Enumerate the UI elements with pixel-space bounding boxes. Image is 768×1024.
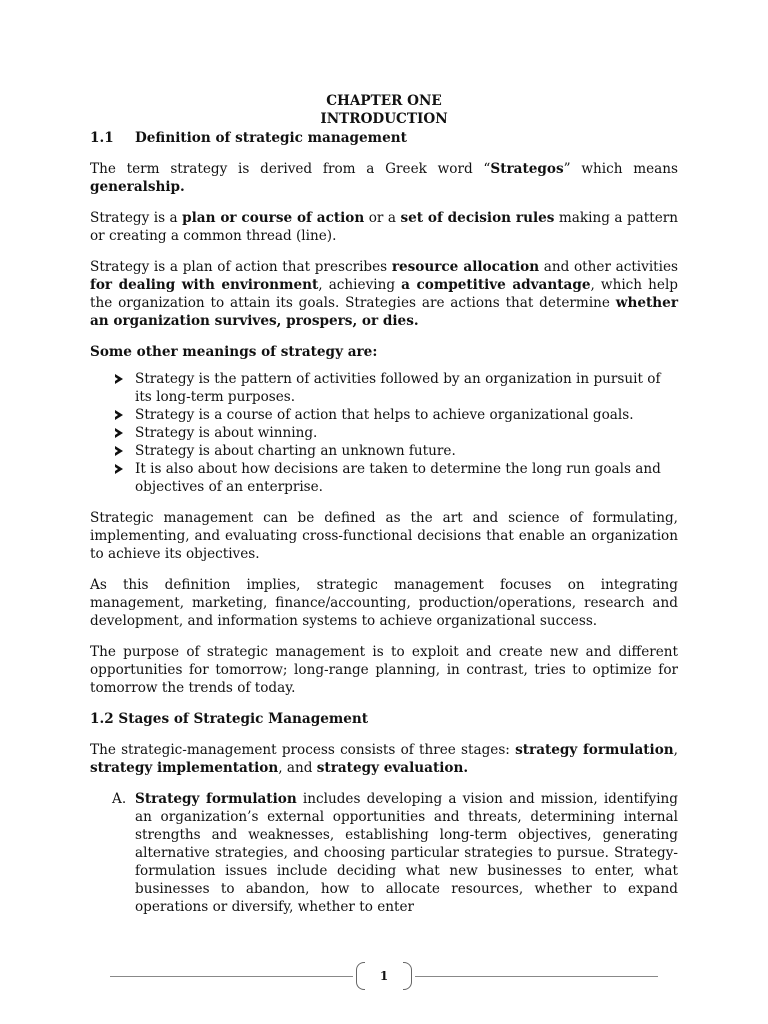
paragraph-stages: The strategic-management process consists of three stages: strategy formulation, strategy implementation, and strategy evaluation. bbox=[90, 742, 678, 776]
section-title: Definition of strategic management bbox=[135, 130, 407, 146]
arrow-bullet-icon bbox=[115, 410, 123, 420]
page-footer bbox=[110, 962, 658, 992]
list-item: Strategy is about winning. bbox=[115, 424, 678, 442]
list-item: Strategy is a course of action that helps to achieve organizational goals. bbox=[115, 406, 678, 424]
arrow-bullet-icon bbox=[115, 428, 123, 438]
arrow-bullet-icon bbox=[115, 374, 123, 384]
paragraph-strategos: The term strategy is derived from a Greek word “Strategos” which means generalship. bbox=[90, 161, 679, 195]
list-item: Strategy is the pattern of activities followed by an organization in pursuit of its long-term purposes. bbox=[115, 370, 678, 406]
section-heading-1-1 bbox=[90, 129, 678, 147]
chapter-title: INTRODUCTION bbox=[320, 111, 448, 127]
paragraph-integration: As this definition implies, strategic management focuses on integrating management, marketing, finance/accounting, production/operations, research and development, and information systems to achieve organizational success. bbox=[90, 577, 678, 629]
chapter-label: CHAPTER ONE bbox=[326, 93, 442, 109]
meanings-heading: Some other meanings of strategy are: bbox=[90, 344, 378, 360]
section-heading-1-2 bbox=[90, 710, 678, 728]
paragraph-definition: Strategic management can be defined as the art and science of formulating, implementing, and evaluating cross-functional decisions that enable an organization to achieve its objectives. bbox=[90, 510, 678, 562]
document-page bbox=[90, 92, 678, 916]
stage-a: A. Strategy formulation includes developing a vision and mission, identifying an organization’s external opportunities and threats, determining internal strengths and weaknesses, establishing long-term objectives, generating alternative strategies, and choosing particular strategies to pursue. Strategy-formulation issues include deciding what new businesses to enter, what businesses to abandon, how to allocate resources, whether to expand operations or diversify, whether to enter bbox=[112, 791, 679, 915]
list-item: It is also about how decisions are taken to determine the long run goals and objectives of an enterprise. bbox=[115, 460, 678, 496]
arrow-bullet-icon bbox=[115, 446, 123, 456]
section-title: 1.2 Stages of Strategic Management bbox=[90, 711, 369, 727]
meanings-list bbox=[90, 370, 678, 496]
paragraph-purpose: The purpose of strategic management is to exploit and create new and different opportunities for tomorrow; long-range planning, in contrast, tries to optimize for tomorrow the trends of today. bbox=[90, 644, 678, 696]
paragraph-plan: Strategy is a plan or course of action or a set of decision rules making a pattern or creating a common thread (line). bbox=[90, 210, 678, 244]
paragraph-plan-of-action: Strategy is a plan of action that prescribes resource allocation and other activities for dealing with environment, achieving a competitive advantage, which help the organization to attain its goals. Strategies are actions that determine whether an organization survives, prospers, or dies. bbox=[90, 259, 679, 329]
list-item: Strategy is about charting an unknown future. bbox=[115, 442, 678, 460]
arrow-bullet-icon bbox=[115, 464, 123, 474]
stage-letter: A. bbox=[112, 791, 127, 807]
page-number: 1 bbox=[379, 969, 389, 983]
section-number: 1.1 bbox=[90, 130, 114, 146]
